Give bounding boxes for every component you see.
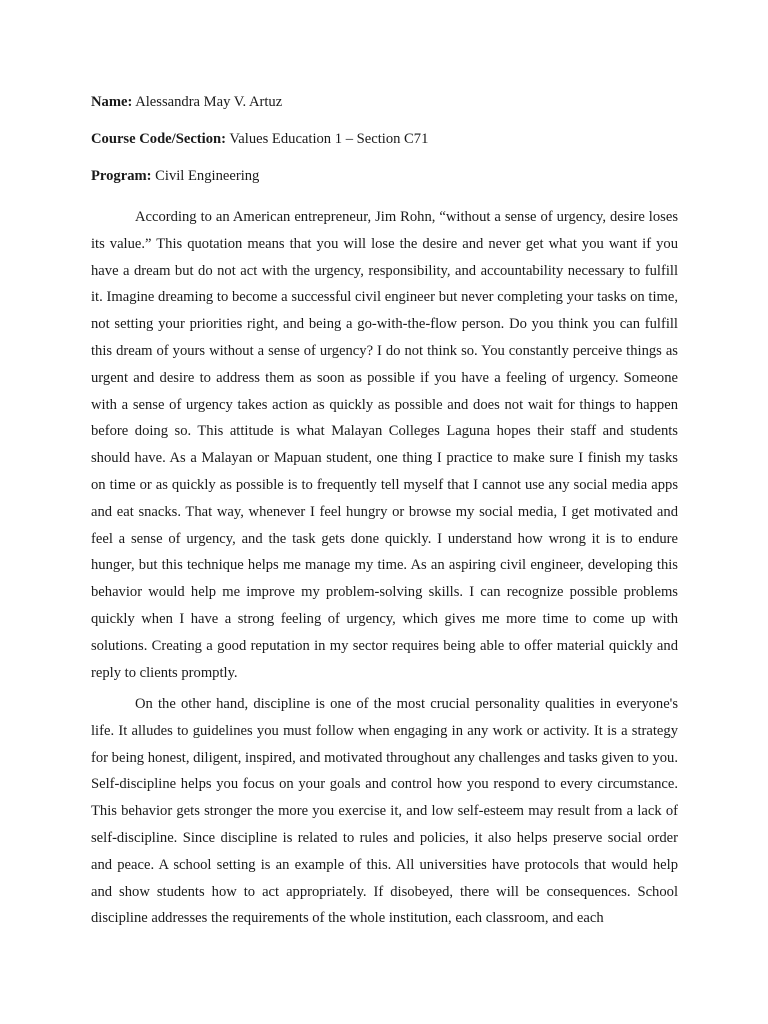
name-line <box>91 93 282 111</box>
body-paragraph-1: According to an American entrepreneur, Jim Rohn, “without a sense of urgency, desire loses its value.” This quotation means that you will lose the desire and never get what you want if you have a dream but do not act with the urgency, responsibility, and accountability necessary to fulfill it. Imagine dreaming to become a successful civil engineer but never completing your tasks on time, not setting your priorities right, and being a go-with-the-flow person. Do you think you can fulfill this dream of yours without a sense of urgency? I do not think so. You constantly perceive things as urgent and desire to address them as soon as possible if you have a feeling of urgency. Someone with a sense of urgency takes action as quickly as possible and does not wait for things to happen before doing so. This attitude is what Malayan Colleges Laguna hopes their staff and students should have. As a Malayan or Mapuan student, one thing I practice to make sure I finish my tasks on time or as quickly as possible is to frequently tell myself that I cannot use any social media apps and eat snacks. That way, whenever I feel hungry or browse my social media, I get motivated and feel a sense of urgency, and the task gets done quickly. I understand how wrong it is to endure hunger, but this technique helps me manage my time. As an aspiring civil engineer, developing this behavior would help me improve my problem-solving skills. I can recognize possible problems quickly when I have a strong feeling of urgency, which gives me more time to come up with solutions. Creating a good reputation in my sector requires being able to offer material quickly and reply to clients promptly. <box>91 209 678 681</box>
body-paragraph-2: On the other hand, discipline is one of the most crucial personality qualities in everyone's life. It alludes to guidelines you must follow when engaging in any work or activity. It is a strategy for being honest, diligent, inspired, and motivated throughout any challenges and tasks given to you. Self-discipline helps you focus on your goals and control how you respond to every circumstance. This behavior gets stronger the more you exercise it, and low self-esteem may result from a lack of self-discipline. Since discipline is related to rules and policies, it also helps preserve social order and peace. A school setting is an example of this. All universities have protocols that would help and show students how to act appropriately. If disobeyed, there will be consequences. School discipline addresses the requirements of the whole institution, each classroom, and each <box>91 696 678 927</box>
program-value: Civil Engineering <box>155 168 260 184</box>
program-line <box>91 167 259 185</box>
name-label: Name: <box>91 94 133 110</box>
program-label: Program: <box>91 168 152 184</box>
course-value: Values Education 1 – Section C71 <box>229 131 429 147</box>
course-label: Course Code/Section: <box>91 131 226 147</box>
course-line <box>91 130 428 148</box>
name-value: Alessandra May V. Artuz <box>135 94 283 110</box>
